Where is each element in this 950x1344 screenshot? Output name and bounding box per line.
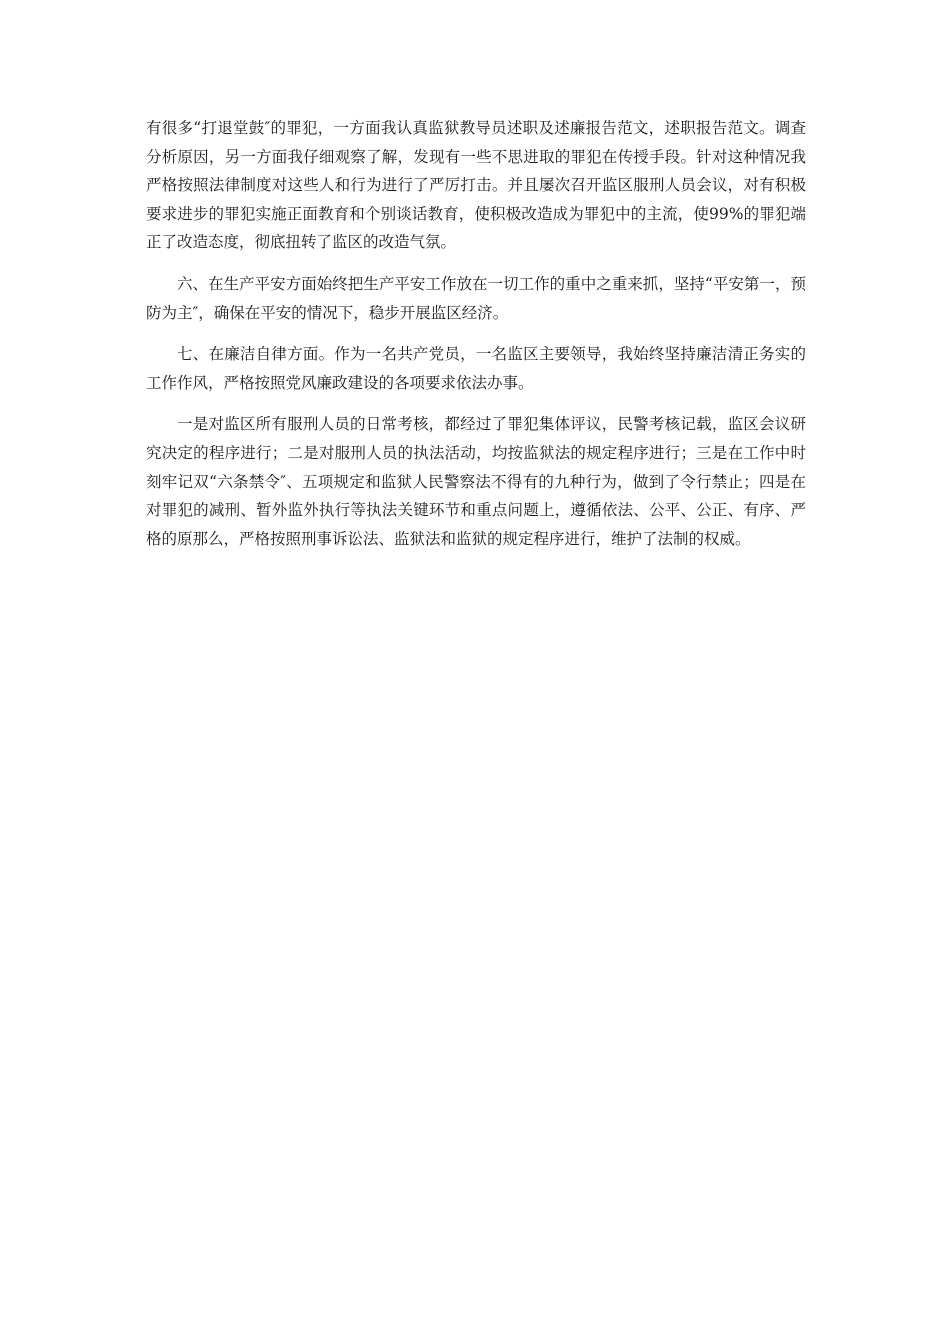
paragraph-continuation: 有很多“打退堂鼓″的罪犯，一方面我认真监狱教导员述职及述廉报告范文，述职报告范文。调查分析原因，另一方面我仔细观察了解，发现有一些不思进取的罪犯在传授手段。针对这种情况我严格按照法律制度对这些人和行为进行了严厉打击。并且屡次召开监区服刑人员会议，对有积极要求进步的罪犯实施正面教育和个别谈话教育，使积极改造成为罪犯中的主流，使99%的罪犯端正了改造态度，彻底扭转了监区的改造气氛。 [146, 119, 806, 252]
paragraph-production-safety: 六、在生产平安方面始终把生产平安工作放在一切工作的重中之重来抓，坚持“平安第一，预防为主″，确保在平安的情况下，稳步开展监区经济。 [146, 274, 806, 322]
paragraph-integrity: 七、在廉洁自律方面。作为一名共产党员，一名监区主要领导，我始终坚持廉洁清正务实的工作作风，严格按照党风廉政建设的各项要求依法办事。 [146, 345, 806, 392]
document-body [146, 114, 806, 566]
paragraph-law-enforcement: 一是对监区所有服刑人员的日常考核，都经过了罪犯集体评议，民警考核记载，监区会议研究决定的程序进行；二是对服刑人员的执法活动，均按监狱法的规定程序进行；三是在工作中时刻牢记双“六条禁令″、五项规定和监狱人民警察法不得有的九种行为，做到了令行禁止；四是在对罪犯的减刑、暂外监外执行等执法关键环节和重点问题上，遵循依法、公平、公正、有序、严格的原那么，严格按照刑事诉讼法、监狱法和监狱的规定程序进行，维护了法制的权威。 [146, 415, 806, 548]
